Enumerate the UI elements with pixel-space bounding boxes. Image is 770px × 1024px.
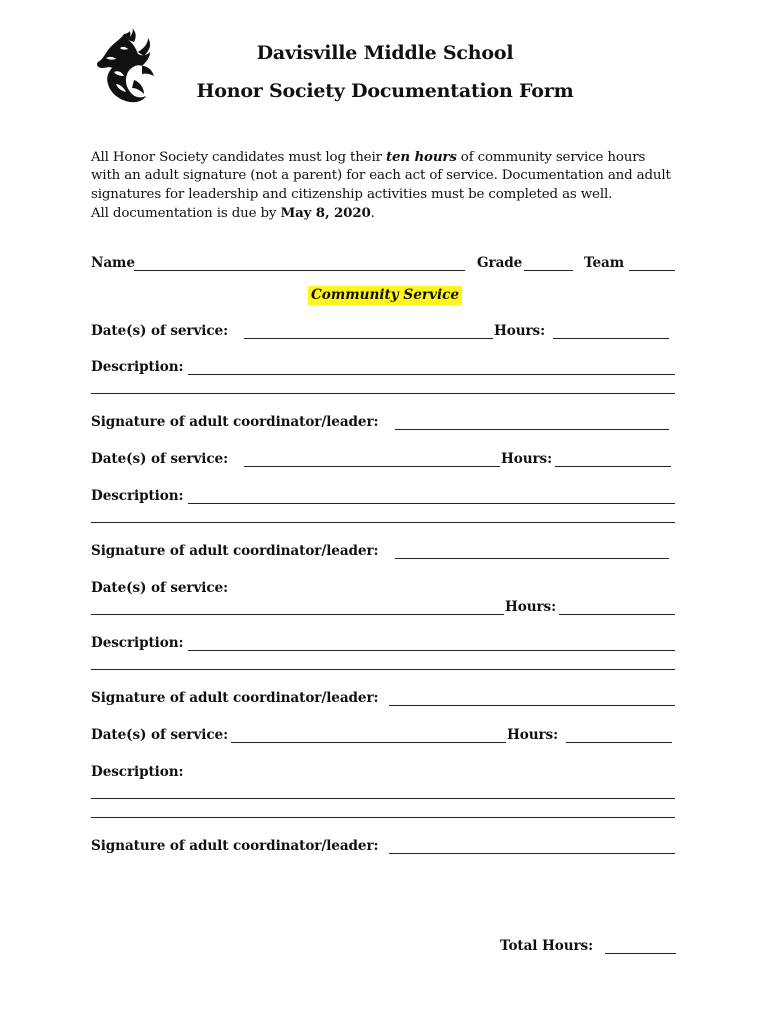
hours-label: Hours: — [507, 727, 559, 743]
dates-of-service-field[interactable] — [91, 614, 504, 615]
dates-of-service-label: Date(s) of service: — [91, 323, 228, 339]
description-field-line[interactable] — [91, 522, 675, 523]
signature-label: Signature of adult coordinator/leader: — [91, 543, 379, 559]
description-field[interactable] — [91, 798, 675, 799]
description-label: Description: — [91, 635, 184, 651]
description-label: Description: — [91, 359, 184, 375]
description-field[interactable] — [188, 374, 675, 375]
school-name: Davisville Middle School — [256, 42, 514, 64]
hours-field[interactable] — [555, 466, 671, 467]
description-label: Description: — [91, 764, 184, 780]
dates-of-service-field[interactable] — [244, 466, 500, 467]
hours-field[interactable] — [566, 742, 672, 743]
instructions-text: of community service hours — [456, 150, 646, 165]
instructions-text: All Honor Society candidates must log their — [91, 150, 386, 165]
signature-field[interactable] — [389, 705, 675, 706]
description-field[interactable] — [188, 650, 675, 651]
description-label: Description: — [91, 488, 184, 504]
team-label: Team — [584, 255, 624, 271]
dates-of-service-field[interactable] — [244, 338, 493, 339]
required-hours-emphasis: ten hours — [385, 149, 457, 165]
hours-label: Hours: — [501, 451, 553, 467]
instructions-line-1 — [91, 148, 691, 167]
signature-field[interactable] — [389, 853, 675, 854]
dates-of-service-label: Date(s) of service: — [91, 580, 228, 596]
name-field[interactable] — [134, 270, 465, 271]
total-hours-label: Total Hours: — [500, 938, 594, 954]
hours-label: Hours: — [505, 599, 557, 615]
dates-of-service-label: Date(s) of service: — [91, 727, 228, 743]
form-title: Honor Society Documentation Form — [196, 80, 574, 102]
instructions-text: All documentation is due by — [91, 206, 281, 222]
signature-label: Signature of adult coordinator/leader: — [91, 838, 379, 854]
hours-field[interactable] — [559, 614, 675, 615]
dates-of-service-label: Date(s) of service: — [91, 451, 228, 467]
due-date: May 8, 2020 — [280, 205, 371, 222]
team-field[interactable] — [629, 270, 675, 271]
signature-field[interactable] — [395, 558, 669, 559]
instructions-line-3: signatures for leadership and citizenship activities must be completed as well. — [91, 186, 613, 202]
grade-field[interactable] — [524, 270, 573, 271]
grade-label: Grade — [477, 255, 523, 271]
dates-of-service-field[interactable] — [231, 742, 506, 743]
instructions-line-2: with an adult signature (not a parent) for each act of service. Documentation and adult — [91, 168, 671, 184]
description-field-line[interactable] — [91, 393, 675, 394]
name-label: Name — [91, 255, 135, 271]
hours-label: Hours: — [494, 323, 546, 339]
instructions-line-4 — [91, 204, 691, 223]
description-field-line[interactable] — [91, 669, 675, 670]
description-field-line[interactable] — [91, 817, 675, 818]
hours-field[interactable] — [553, 338, 669, 339]
instructions-text: . — [370, 206, 375, 222]
description-field[interactable] — [188, 503, 675, 504]
total-hours-field[interactable] — [605, 953, 676, 954]
signature-field[interactable] — [395, 429, 669, 430]
section-heading: Community Service — [308, 286, 462, 305]
signature-label: Signature of adult coordinator/leader: — [91, 414, 379, 430]
instructions-paragraph — [91, 148, 691, 224]
signature-label: Signature of adult coordinator/leader: — [91, 690, 379, 706]
